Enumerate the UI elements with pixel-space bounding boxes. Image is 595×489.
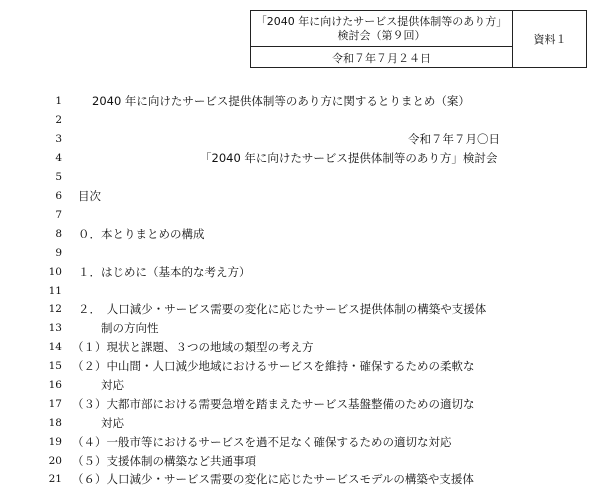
toc-subitem-2-cont: 対応 [101, 378, 124, 392]
meeting-title-line2: 検討会（第９回） [337, 28, 426, 42]
line-number: 16 [48, 379, 62, 391]
line-number: 9 [55, 247, 62, 259]
line-7 [0, 205, 595, 225]
toc-item-2: ２． 人口減少・サービス需要の変化に応じたサービス提供体制の構築や支援体 [78, 302, 487, 316]
toc-subitem-6: （６）人口減少・サービス需要の変化に応じたサービスモデルの構築や支援体 [72, 472, 474, 486]
line-13 [0, 318, 595, 338]
toc-item-0: ０．本とりまとめの構成 [78, 227, 205, 241]
line-number: 4 [55, 152, 62, 164]
document-title: 2040 年に向けたサービス提供体制等のあり方に関するとりまとめ（案） [92, 94, 470, 108]
document-header-box [250, 10, 587, 68]
line-15 [0, 356, 595, 376]
line-number: 17 [48, 398, 62, 410]
line-3 [0, 129, 595, 149]
line-1 [0, 91, 595, 111]
line-11 [0, 281, 595, 301]
line-number: 15 [48, 360, 62, 372]
line-18 [0, 413, 595, 433]
meeting-title-line1: 「2040 年に向けたサービス提供体制等のあり方」 [255, 14, 508, 28]
line-number: 10 [48, 266, 62, 278]
line-6 [0, 186, 595, 206]
line-8 [0, 224, 595, 244]
line-number: 19 [48, 436, 62, 448]
committee-name: 「2040 年に向けたサービス提供体制等のあり方」検討会 [200, 151, 498, 165]
line-number: 21 [48, 473, 62, 485]
toc-subitem-3-cont: 対応 [101, 416, 124, 430]
line-number: 2 [55, 114, 62, 126]
line-number: 20 [48, 455, 62, 467]
line-number: 12 [48, 303, 62, 315]
line-number: 6 [55, 190, 62, 202]
line-20 [0, 451, 595, 471]
line-12 [0, 299, 595, 319]
line-14 [0, 337, 595, 357]
line-number: 1 [55, 95, 62, 107]
toc-subitem-1: （１）現状と課題、３つの地域の類型の考え方 [72, 340, 314, 354]
line-10 [0, 262, 595, 282]
line-number: 14 [48, 341, 62, 353]
meeting-date-cell [251, 47, 512, 68]
meeting-info-cell [251, 11, 513, 67]
line-5 [0, 167, 595, 187]
document-label: 資料１ [533, 33, 567, 46]
line-9 [0, 243, 595, 263]
toc-item-2-cont: 制の方向性 [101, 321, 159, 335]
line-4 [0, 148, 595, 168]
meeting-date: 令和７年７月２４日 [332, 51, 431, 65]
draft-date: 令和７年７月〇日 [408, 132, 500, 146]
toc-subitem-4: （４）一般市等におけるサービスを過不足なく確保するための適切な対応 [72, 435, 452, 449]
line-number: 11 [48, 285, 62, 297]
document-label-cell [513, 11, 587, 67]
toc-subitem-2: （２）中山間・人口減少地域におけるサービスを維持・確保するための柔軟な [72, 359, 475, 373]
toc-subitem-3: （３）大都市部における需要急増を踏まえたサービス基盤整備のための適切な [72, 397, 475, 411]
line-21 [0, 469, 595, 489]
line-number: 5 [55, 171, 62, 183]
toc-item-1: １．はじめに（基本的な考え方） [78, 265, 251, 279]
line-16 [0, 375, 595, 395]
line-number: 18 [48, 417, 62, 429]
line-number: 8 [55, 228, 62, 240]
line-2 [0, 110, 595, 130]
meeting-title-cell [251, 11, 512, 47]
toc-heading: 目次 [78, 189, 101, 203]
line-19 [0, 432, 595, 452]
line-number: 13 [48, 322, 62, 334]
line-17 [0, 394, 595, 414]
line-number: 7 [55, 209, 62, 221]
line-number: 3 [55, 133, 62, 145]
toc-subitem-5: （５）支援体制の構築など共通事項 [72, 454, 256, 468]
